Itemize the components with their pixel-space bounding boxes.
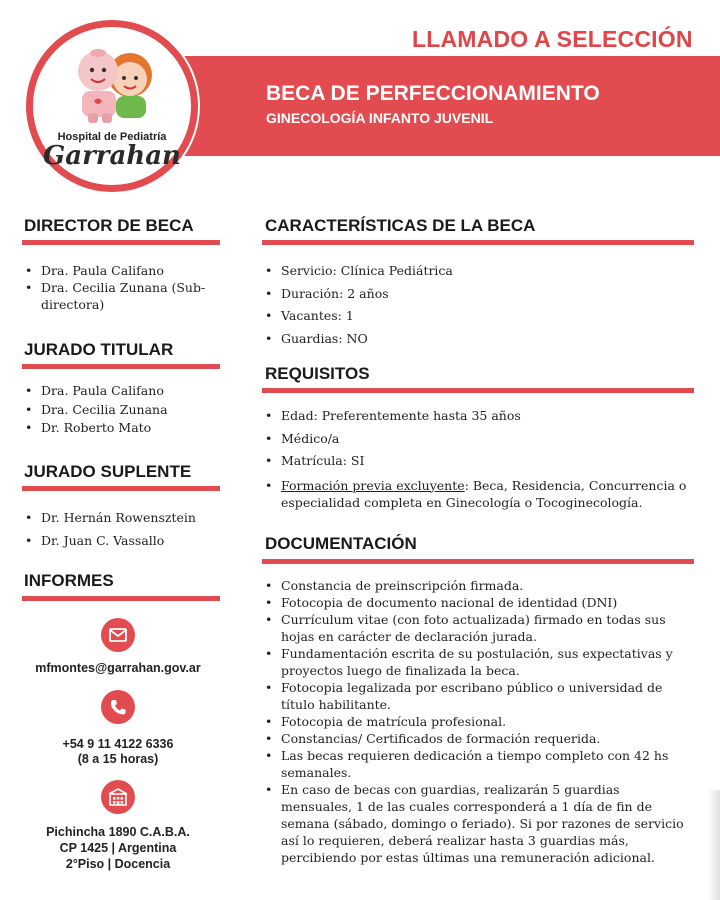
- contact-phone[interactable]: +54 9 11 4122 6336: [62, 737, 174, 751]
- envelope-icon: [101, 618, 135, 652]
- director-list: [22, 262, 222, 313]
- page-subtitle: GINECOLOGÍA INFANTO JUVENIL: [266, 110, 494, 126]
- documentacion-heading: DOCUMENTACIÓN: [265, 534, 417, 553]
- list-item: • Vacantes: 1: [262, 305, 692, 328]
- list-item: • Servicio: Clínica Pediátrica: [262, 260, 692, 283]
- list-item: • Fundamentación escrita de su postulación, sus expectativas y proyectos luego de finalizada la beca.: [262, 645, 694, 679]
- list-item: • Guardias: NO: [262, 328, 692, 351]
- caracteristicas-divider: [262, 240, 694, 245]
- list-item: • Fotocopia de matrícula profesional.: [262, 713, 694, 730]
- list-item: • Fotocopia de documento nacional de identidad (DNI): [262, 594, 694, 611]
- list-item: • Dra. Cecilia Zunana (Sub-directora): [22, 279, 222, 313]
- jurado-titular-list: [22, 382, 222, 438]
- director-heading: DIRECTOR DE BECA: [24, 216, 194, 235]
- informes-heading: INFORMES: [24, 571, 114, 590]
- jurado-titular-divider: [22, 364, 220, 369]
- address-line3: 2°Piso | Docencia: [65, 857, 171, 871]
- list-item: • Dra. Cecilia Zunana: [22, 401, 222, 420]
- list-item: • Dr. Juan C. Vassallo: [22, 529, 222, 552]
- list-item: [262, 477, 694, 511]
- page-edge-shadow: [708, 790, 720, 900]
- list-item: • Edad: Preferentemente hasta 35 años: [262, 405, 694, 428]
- page-title: BECA DE PERFECCIONAMIENTO: [266, 82, 600, 105]
- formacion-label: Formación previa excluyente: [281, 477, 465, 493]
- requisitos-divider: [262, 388, 694, 393]
- list-item: • Dra. Paula Califano: [22, 262, 222, 279]
- list-item: • Matrícula: SI: [262, 450, 694, 473]
- list-item: • Currículum vitae (con foto actualizada) firmado en todas sus hojas en carácter de declaración jurada.: [262, 611, 694, 645]
- documentacion-divider: [262, 559, 694, 564]
- list-item: • Médico/a: [262, 428, 694, 451]
- list-item: • Dra. Paula Califano: [22, 382, 222, 401]
- contact-hours: (8 a 15 horas): [77, 752, 159, 766]
- list-item: • En caso de becas con guardias, realizarán 5 guardias mensuales, 1 de las cuales corresponderá a 1 día de fin de semana (sábado, domingo o feriado). Si por razones de servicio así lo requieren, deberá realizar hasta 3 guardias más, percibiendo por estas últimas una remuneración adicional.: [262, 781, 694, 866]
- jurado-suplente-divider: [22, 486, 220, 491]
- hospital-logo: [26, 20, 198, 192]
- caracteristicas-heading: CARACTERÍSTICAS DE LA BECA: [265, 216, 536, 235]
- list-item: • Constancias/ Certificados de formación requerida.: [262, 730, 694, 747]
- phone-icon: [101, 690, 135, 724]
- list-item: • Dr. Hernán Rowensztein: [22, 506, 222, 529]
- jurado-suplente-heading: JURADO SUPLENTE: [24, 462, 192, 481]
- informes-divider: [22, 596, 220, 601]
- logo-line2: Garrahan: [43, 141, 181, 171]
- jurado-titular-heading: JURADO TITULAR: [24, 340, 174, 359]
- address-line1: Pichincha 1890 C.A.B.A.: [46, 825, 190, 839]
- title-banner: [172, 56, 720, 156]
- building-icon: [101, 780, 135, 814]
- requisitos-list: [262, 405, 694, 511]
- director-divider: [22, 240, 220, 245]
- logo-line1: Hospital de Pediatría: [57, 131, 167, 143]
- jurado-suplente-list: [22, 506, 222, 552]
- formacion-text: : Beca, Residencia, Concurrencia o especialidad completa en Ginecología o Tocoginecología.: [281, 477, 687, 510]
- list-item: • Duración: 2 años: [262, 283, 692, 306]
- documentacion-list: [262, 577, 694, 866]
- requisitos-heading: REQUISITOS: [265, 364, 370, 383]
- children-logo-icon: [58, 41, 168, 129]
- contact-email[interactable]: mfmontes@garrahan.gov.ar: [35, 661, 201, 675]
- list-item: • Constancia de preinscripción firmada.: [262, 577, 694, 594]
- top-title: LLAMADO A SELECCIÓN: [412, 26, 693, 52]
- list-item: • Las becas requieren dedicación a tiempo completo con 42 hs semanales.: [262, 747, 694, 781]
- address-line2: CP 1425 | Argentina: [59, 841, 177, 855]
- list-item: • Dr. Roberto Mato: [22, 419, 222, 438]
- list-item: • Fotocopia legalizada por escribano público o universidad de título habilitante.: [262, 679, 694, 713]
- caracteristicas-list: [262, 260, 692, 350]
